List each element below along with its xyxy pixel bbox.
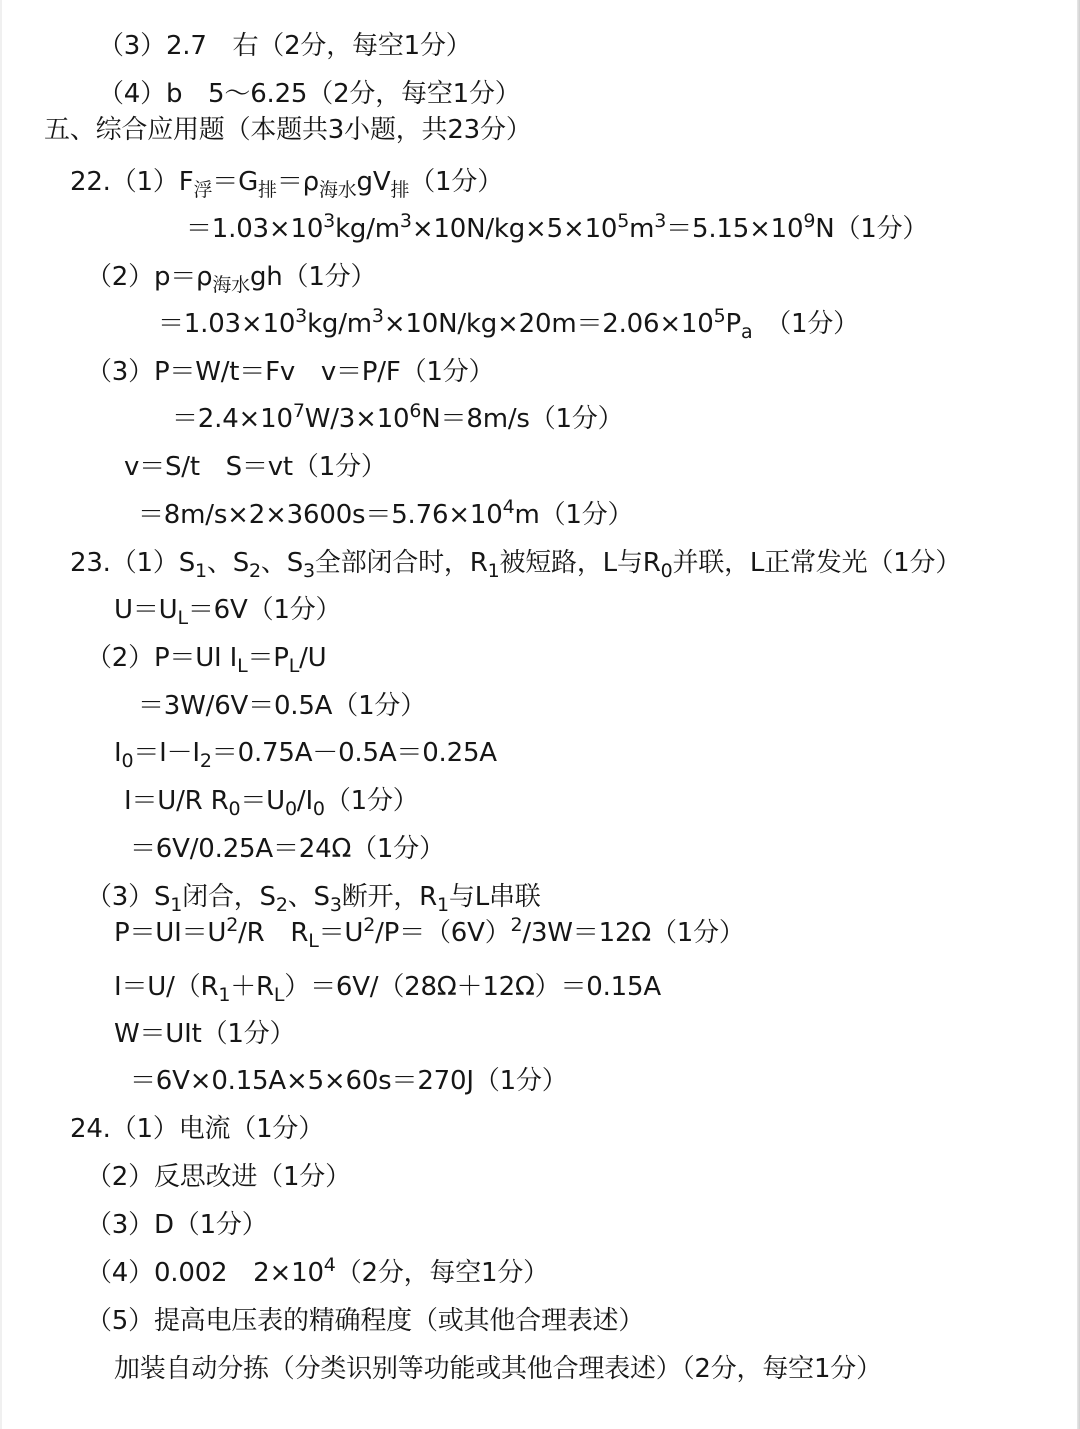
answer-line-23-2 (86, 641, 327, 677)
subscript-text: 1 (487, 560, 500, 582)
answer-line-22-2 (86, 260, 376, 296)
line-text: U＝U (114, 595, 178, 625)
line-text: ＝2.4×10 (172, 404, 293, 434)
line-text: ＝8m/s×2×3600s＝5.76×10 (138, 500, 503, 530)
section-heading-5 (44, 113, 532, 147)
answer-line-23-3-power (114, 916, 745, 952)
superscript-text: 4 (502, 496, 515, 518)
line-text: W＝UIt（1分） (114, 1019, 296, 1049)
superscript-text: 3 (371, 305, 384, 327)
line-text: ＝1.03×10 (186, 214, 324, 244)
line-text: m（1分） (514, 500, 634, 530)
line-text: P＝UI＝U (114, 918, 227, 948)
subscript-text: 1 (437, 894, 449, 916)
line-text: 24.（1）电流（1分） (70, 1114, 325, 1144)
answer-line-23-2-resistance-calc (130, 832, 445, 866)
answer-line-23-2-calc (138, 689, 426, 723)
line-text: /U (299, 643, 327, 673)
superscript-text: 3 (323, 210, 336, 232)
line-text: （2）P＝UI I (86, 643, 238, 673)
line-text: ＝U (318, 918, 364, 948)
line-text: （1分） (324, 786, 419, 816)
superscript-text: 3 (654, 210, 667, 232)
subscript-text: 排 (258, 179, 277, 201)
subscript-text: 2 (199, 750, 212, 772)
subscript-text: 浮 (193, 179, 213, 201)
superscript-text: 6 (409, 400, 422, 422)
answer-line-21-4 (98, 77, 521, 111)
line-text: （2分，每空1分） (335, 1258, 549, 1288)
line-text: 加装自动分拣（分类识别等功能或其他合理表述）（2分，每空1分） (114, 1354, 882, 1384)
line-text: /3W＝12Ω（1分） (522, 918, 745, 948)
subscript-text: 3 (303, 560, 315, 582)
superscript-text: 7 (292, 400, 305, 422)
line-text: I (114, 738, 122, 768)
answer-line-23-1-voltage (114, 593, 341, 629)
superscript-text: 3 (295, 305, 308, 327)
answer-line-24-2 (86, 1160, 351, 1194)
line-text: 与L串联 (448, 882, 541, 912)
line-text: ＝6V/0.25A＝24Ω（1分） (130, 834, 445, 864)
subscript-text: 0 (121, 750, 134, 772)
superscript-text: 4 (323, 1254, 336, 1276)
answer-line-23-3 (86, 880, 541, 916)
subscript-text: L (308, 930, 319, 952)
line-text: 22.（1）F (70, 167, 194, 197)
answer-line-24-1 (70, 1112, 324, 1146)
line-text: kg/m (335, 214, 400, 244)
line-text: P (725, 309, 741, 339)
line-text: 闭合，S (182, 882, 276, 912)
subscript-text: 0 (312, 798, 325, 820)
answer-line-22-3-distance (124, 450, 387, 484)
superscript-text: 3 (399, 210, 412, 232)
answer-line-24-5-second (114, 1352, 882, 1386)
line-text: （2）p＝ρ (86, 262, 213, 292)
line-text: ×10N/kg×5×10 (411, 214, 618, 244)
line-text: gh（1分） (249, 262, 377, 292)
line-text: 23.（1）S (70, 548, 195, 578)
line-text: 全部闭合时，R (314, 548, 488, 578)
subscript-text: 0 (228, 798, 241, 820)
line-text: N（1分） (815, 214, 929, 244)
superscript-text: 2 (363, 914, 376, 936)
subscript-text: 0 (285, 798, 297, 820)
line-text: （3）S (86, 882, 171, 912)
line-text: ）＝6V/（28Ω＋12Ω）＝0.15A (284, 972, 661, 1002)
line-text: I＝U/R R (124, 786, 229, 816)
line-text: /P＝（6V） (375, 918, 511, 948)
line-text: N＝8m/s（1分） (421, 404, 624, 434)
superscript-text: 9 (803, 210, 816, 232)
answer-line-24-4 (86, 1256, 549, 1292)
subscript-text: 2 (275, 894, 288, 916)
answer-line-23-3-current (114, 970, 661, 1006)
line-text: ×10N/kg×20m＝2.06×10 (383, 309, 714, 339)
line-text: /I (296, 786, 313, 816)
subscript-text: 1 (170, 894, 183, 916)
line-text: （3）D（1分） (86, 1210, 268, 1240)
line-text: ＋R (230, 972, 274, 1002)
line-text: 、S (260, 548, 303, 578)
answer-line-24-5 (86, 1304, 644, 1338)
line-text: （4）0.002 2×10 (86, 1258, 324, 1288)
line-text: ＝P (247, 643, 289, 673)
line-text: W/3×10 (304, 404, 410, 434)
answer-line-22-1-calc (186, 212, 928, 248)
superscript-text: 5 (713, 305, 726, 327)
line-text: （3）P＝W/t＝Fv v＝P/F（1分） (86, 357, 495, 387)
answer-line-22-3-calc (172, 402, 623, 438)
line-text: 被短路，L与R (499, 548, 661, 578)
line-text: ＝U (240, 786, 285, 816)
subscript-text: L (177, 607, 188, 629)
line-text: ＝G (212, 167, 259, 197)
line-text: ＝0.75A－0.5A＝0.25A (211, 738, 497, 768)
page-left-edge (0, 0, 2, 1429)
line-text: m (629, 214, 655, 244)
line-text: gV (356, 167, 391, 197)
line-text: /R R (238, 918, 309, 948)
line-text: ＝6V（1分） (187, 595, 342, 625)
answer-line-21-3 (98, 29, 472, 63)
answer-line-22-3 (86, 355, 494, 389)
answer-line-23-1 (70, 546, 961, 582)
line-text: 、S (287, 882, 330, 912)
line-text: ＝I－I (133, 738, 200, 768)
subscript-text: 排 (390, 179, 410, 201)
line-text: ＝3W/6V＝0.5A（1分） (138, 691, 427, 721)
superscript-text: 2 (226, 914, 239, 936)
superscript-text: 2 (510, 914, 523, 936)
superscript-text: 5 (617, 210, 630, 232)
subscript-text: 0 (660, 560, 673, 582)
line-text: （2）反思改进（1分） (86, 1162, 351, 1192)
line-text: （4）b 5～6.25（2分，每空1分） (98, 79, 521, 109)
answer-line-22-2-calc (158, 307, 859, 343)
line-text: 断开，R (341, 882, 438, 912)
line-text: 、S (206, 548, 249, 578)
line-text: （1分） (409, 167, 503, 197)
subscript-text: L (237, 655, 248, 677)
subscript-text: 海水 (318, 179, 357, 201)
subscript-text: 1 (218, 984, 231, 1006)
line-text: ＝6V×0.15A×5×60s＝270J（1分） (130, 1066, 568, 1096)
line-text: （3）2.7 右（2分，每空1分） (98, 31, 472, 61)
line-text: I＝U/（R (114, 972, 219, 1002)
subscript-text: L (288, 655, 300, 677)
line-text: （1分） (752, 309, 859, 339)
answer-line-23-3-work-calc (130, 1064, 568, 1098)
line-text: 并联，L正常发光（1分） (672, 548, 962, 578)
answer-line-23-3-work (114, 1017, 295, 1051)
line-text: ＝ρ (276, 167, 319, 197)
answer-line-22-3-distance-calc (138, 498, 633, 534)
line-text: kg/m (307, 309, 372, 339)
line-text: ＝5.15×10 (666, 214, 804, 244)
answer-line-23-2-resistance (124, 784, 419, 820)
line-text: 五、综合应用题（本题共3小题，共23分） (44, 115, 532, 145)
line-text: ＝1.03×10 (158, 309, 296, 339)
subscript-text: 海水 (212, 274, 250, 296)
line-text: （5）提高电压表的精确程度（或其他合理表述） (86, 1306, 645, 1336)
subscript-text: 2 (249, 560, 261, 582)
subscript-text: L (273, 984, 285, 1006)
line-text: v＝S/t S＝vt（1分） (124, 452, 387, 482)
answer-line-23-2-current (114, 736, 497, 772)
answer-line-22-1 (70, 165, 503, 201)
subscript-text: a (740, 321, 753, 343)
subscript-text: 3 (329, 894, 342, 916)
answer-line-24-3 (86, 1208, 268, 1242)
subscript-text: 1 (195, 560, 207, 582)
